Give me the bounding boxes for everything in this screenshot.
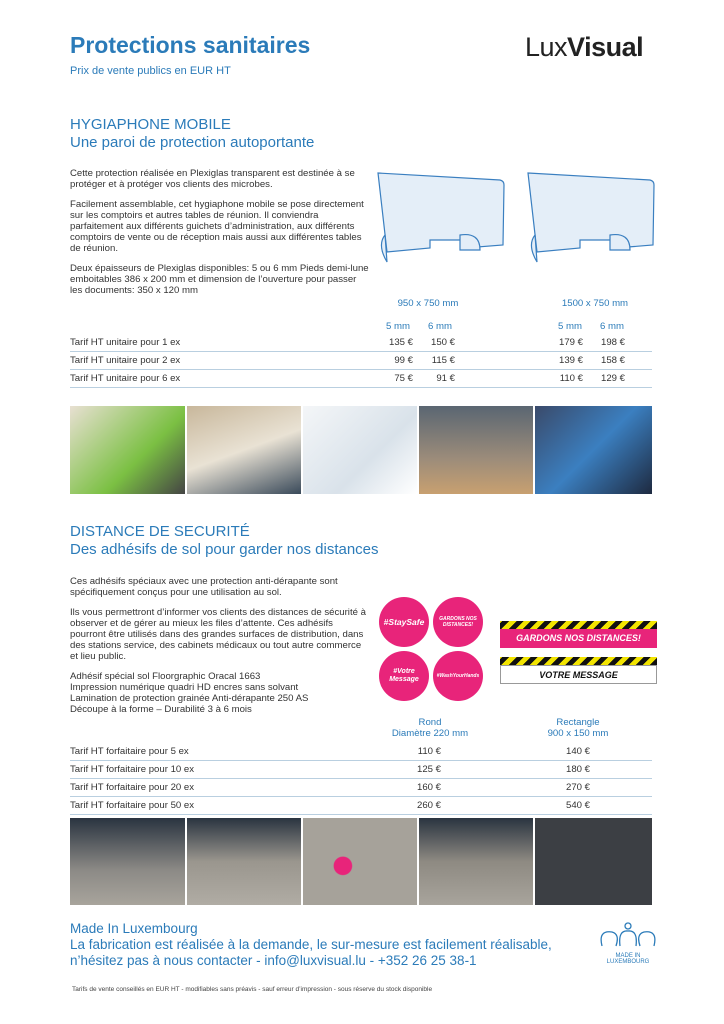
page-title: Protections sanitaires bbox=[70, 32, 311, 58]
sticker-gardons: GARDONS NOS DISTANCES! bbox=[433, 597, 483, 647]
price-cell: 91 € bbox=[436, 373, 455, 384]
row-label: Tarif HT forfaitaire pour 20 ex bbox=[70, 782, 195, 793]
row-label: Tarif HT unitaire pour 1 ex bbox=[70, 337, 181, 348]
price-cell: 270 € bbox=[565, 782, 590, 793]
price-cell: 158 € bbox=[600, 355, 625, 366]
sticker-washyourhands: #WashYourHands bbox=[433, 651, 483, 701]
row-label: Tarif HT forfaitaire pour 50 ex bbox=[70, 800, 195, 811]
paragraph: Adhésif spécial sol Floorgraphic Oracal 1663 Impression numérique quadri HD encres sans solvant Lamination de protection grainée Anti-dérapante 250 AS Découpe à la forme – Durabilité 3 à 6 mois bbox=[70, 671, 309, 715]
photo bbox=[419, 818, 533, 905]
price-cell: 260 € bbox=[416, 800, 441, 811]
size-label-large: 1500 x 750 mm bbox=[561, 298, 629, 309]
made-in-luxembourg-badge bbox=[598, 922, 658, 965]
table-row bbox=[70, 743, 652, 761]
price-cell: 110 € bbox=[417, 746, 441, 757]
paragraph: Ils vous permettront d’informer vos clients des distances de sécurité à observer et de gérer au mieux les files d’attente. Ces adhésifs pourront être utilisés dans des grandes surfaces de distribution, dans des stations service, des cabinets médicaux ou tout autre commerce et lieu public. bbox=[70, 607, 366, 662]
price-cell: 125 € bbox=[416, 764, 441, 775]
banner-gardons bbox=[500, 621, 657, 648]
fine-print: Tarifs de vente conseillés en EUR HT - modifiables sans préavis - sauf erreur d’impression - sous réserve du stock disponible bbox=[72, 986, 433, 993]
paragraph: Deux épaisseurs de Plexiglas disponibles: 5 ou 6 mm Pieds demi-lune emboitables 386 x 200 mm et dimension de l’ouverture pour passer les documents: 350 x 120 mm bbox=[70, 263, 369, 296]
footer-contact: n’hésitez pas à nous contacter - info@luxvisual.lu - +352 26 25 38-1 bbox=[70, 953, 477, 968]
table-row bbox=[70, 761, 652, 779]
table-row bbox=[70, 797, 652, 815]
footer-made-in: Made In Luxembourg bbox=[70, 921, 198, 936]
thickness-label: 6 mm bbox=[428, 321, 452, 332]
row-label: Tarif HT forfaitaire pour 10 ex bbox=[70, 764, 195, 775]
photo bbox=[303, 406, 417, 494]
paragraph: Facilement assemblable, cet hygiaphone mobile se pose directement sur les comptoirs et autres tables de réunion. Il conviendra parfaitement aux différents guichets d’administration, aux différents comptoirs de vente ou de réception mais aussi aux différentes tables de réunion. bbox=[70, 199, 364, 254]
col-name: Rond bbox=[418, 717, 442, 728]
photo-strip-hygiaphone bbox=[70, 406, 652, 494]
sticker-staysafe: #StaySafe bbox=[379, 597, 429, 647]
section2-subheading: Des adhésifs de sol pour garder nos distances bbox=[70, 541, 379, 558]
photo-software-screenshot bbox=[535, 818, 652, 905]
price-cell: 115 € bbox=[431, 355, 455, 366]
photo bbox=[303, 818, 417, 905]
logo-bold: Visual bbox=[567, 32, 644, 62]
page-subtitle: Prix de vente publics en EUR HT bbox=[70, 65, 231, 77]
row-label: Tarif HT forfaitaire pour 5 ex bbox=[70, 746, 189, 757]
photo bbox=[187, 818, 301, 905]
crown-icon bbox=[598, 922, 658, 948]
section1-description bbox=[70, 168, 370, 305]
banner-text: VOTRE MESSAGE bbox=[500, 665, 657, 684]
price-cell: 179 € bbox=[558, 337, 583, 348]
size-label-small: 950 x 750 mm bbox=[397, 298, 459, 309]
price-cell: 180 € bbox=[565, 764, 590, 775]
thickness-label: 6 mm bbox=[600, 321, 624, 332]
paragraph: Cette protection réalisée en Plexiglas transparent est destinée à se protéger et à protéger vos clients des microbes. bbox=[70, 168, 355, 190]
paragraph: Ces adhésifs spéciaux avec une protection anti-dérapante sont spécifiquement conçus pour une utilisation au sol. bbox=[70, 576, 338, 598]
banner-text: GARDONS NOS DISTANCES! bbox=[500, 629, 657, 648]
sticker-votre-message: #Votre Message bbox=[379, 651, 429, 701]
price-cell: 129 € bbox=[600, 373, 625, 384]
badge-text: MADE IN LUXEMBOURG bbox=[606, 953, 650, 965]
price-cell: 140 € bbox=[565, 746, 590, 757]
section2-description bbox=[70, 576, 370, 724]
row-label: Tarif HT unitaire pour 6 ex bbox=[70, 373, 181, 384]
price-cell: 110 € bbox=[559, 373, 583, 384]
section2-heading: DISTANCE DE SECURITÉ bbox=[70, 523, 250, 540]
photo bbox=[70, 818, 185, 905]
col-dim: Diamètre 220 mm bbox=[391, 728, 469, 739]
price-cell: 139 € bbox=[558, 355, 583, 366]
price-cell: 198 € bbox=[600, 337, 625, 348]
photo-strip-floor bbox=[70, 818, 652, 905]
price-cell: 99 € bbox=[394, 355, 413, 366]
table-row bbox=[70, 334, 652, 352]
luxvisual-logo bbox=[525, 32, 643, 63]
photo bbox=[535, 406, 652, 494]
thickness-label: 5 mm bbox=[558, 321, 582, 332]
section1-heading: HYGIAPHONE MOBILE bbox=[70, 116, 231, 133]
price-cell: 135 € bbox=[388, 337, 413, 348]
table-row bbox=[70, 370, 652, 388]
footer-line2: La fabrication est réalisée à la demande, le sur-mesure est facilement réalisable, bbox=[70, 937, 552, 952]
thickness-label: 5 mm bbox=[386, 321, 410, 332]
photo bbox=[70, 406, 185, 494]
table-row bbox=[70, 779, 652, 797]
price-cell: 540 € bbox=[565, 800, 590, 811]
hygiaphone-illustrations bbox=[375, 170, 660, 265]
price-cell: 160 € bbox=[416, 782, 441, 793]
photo bbox=[187, 406, 301, 494]
section1-subheading: Une paroi de protection autoportante bbox=[70, 134, 315, 151]
photo bbox=[419, 406, 533, 494]
table-row bbox=[70, 352, 652, 370]
col-rectangle bbox=[518, 717, 638, 739]
price-cell: 150 € bbox=[430, 337, 455, 348]
col-name: Rectangle bbox=[556, 717, 600, 728]
logo-light: Lux bbox=[525, 32, 568, 62]
row-label: Tarif HT unitaire pour 2 ex bbox=[70, 355, 181, 366]
price-cell: 75 € bbox=[394, 373, 413, 384]
banner-votre-message bbox=[500, 657, 657, 684]
col-dim: 900 x 150 mm bbox=[547, 728, 609, 739]
col-rond bbox=[370, 717, 490, 739]
